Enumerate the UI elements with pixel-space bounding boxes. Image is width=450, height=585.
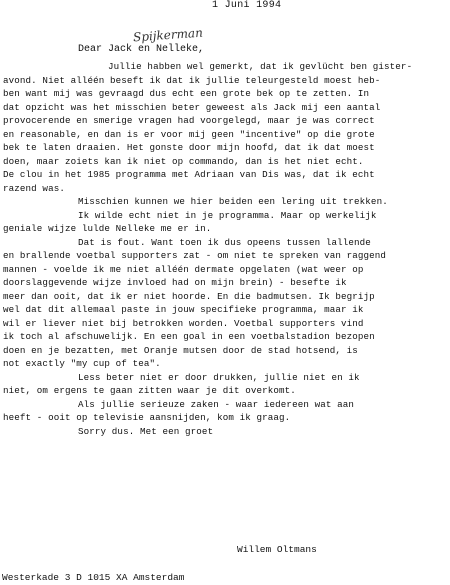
letter-date: 1 Juni 1994 [212, 0, 282, 11]
text-line: De clou in het 1985 programma met Adriaan van Dis was, dat ik echt [3, 169, 375, 180]
text-line: doorslaggevende wijze invloed had on mijn brein) - besefte ik [3, 277, 347, 288]
text-line: not exactly "my cup of tea". [3, 358, 161, 369]
text-line: Less beter niet er door drukken, jullie niet en ik [78, 371, 360, 383]
text-line: razend was. [3, 182, 65, 194]
text-line: dat opzicht was het misschien beter geweest als Jack mij een aantal [3, 101, 381, 113]
text-line: doen en je bezatten, met Oranje mutsen door de stad hotsend, is [3, 344, 358, 356]
text-line: geniale wijze lulde Nelleke me er in. [3, 223, 212, 234]
text-line: Ik wilde echt niet in je programma. Maar op werkelijk [78, 209, 377, 221]
text-line: wil er liever niet bij betrokken worden. Voetbal supporters vind [3, 317, 364, 329]
text-line: wel dat dit allemaal paste in jouw specifieke programma, maar ik [3, 304, 364, 315]
letter-body [3, 60, 447, 438]
text-line: bek te laten draaien. Het gonste door mijn hoofd, dat ik dat moest [3, 142, 375, 153]
handwritten-annotation: Spijkerman [132, 25, 204, 45]
text-line: Als jullie serieuze zaken - waar iedereen wat aan [78, 398, 355, 410]
text-line: doen, maar zoiets kan ik niet op commando, dan is het niet echt. [3, 155, 364, 167]
salutation: Dear Jack en Nelleke, [78, 44, 205, 55]
text-line: avond. Niet alléén beseft ik dat ik jullie teleurgesteld moest heb- [3, 74, 381, 86]
text-line: Jullie habben wel gemerkt, dat ik gevlücht ben gister- [108, 61, 413, 72]
sender-address: Westerkade 3 D 1015 XA Amsterdam [2, 572, 185, 583]
text-line: Sorry dus. Met een groet [78, 425, 214, 437]
text-line: niet, om ergens te gaan zitten waar je dit overkomt. [3, 385, 296, 396]
signature: Willem Oltmans [237, 544, 317, 555]
text-line: heeft - ooit op televisie aansnijden, kom ik graag. [3, 412, 291, 423]
text-line: ik toch al afschuwelijk. En een goal in een voetbalstadion bezopen [3, 331, 375, 342]
text-line: provocerende en smerige vragen had voorgelegd, maar je was correct [3, 115, 375, 126]
text-line: ben want mij was gevraagd dus echt een grote bek op te zetten. In [3, 88, 370, 99]
text-line: en reasonable, en dan is er voor mij geen "incentive" op die grote [3, 128, 375, 140]
text-line: en brallende voetbal supporters zat - om niet te spreken van raggend [3, 250, 387, 261]
text-line: mannen - voelde ik me niet alléén dermate opgelaten (wat weer op [3, 263, 364, 275]
text-line: meer dan ooit, dat ik er niet hoorde. En die badmutsen. Ik begrijp [3, 290, 375, 302]
text-line: Misschien kunnen we hier beiden een lering uit trekken. [78, 196, 388, 207]
text-line: Dat is fout. Want toen ik dus opeens tussen lallende [78, 236, 371, 248]
